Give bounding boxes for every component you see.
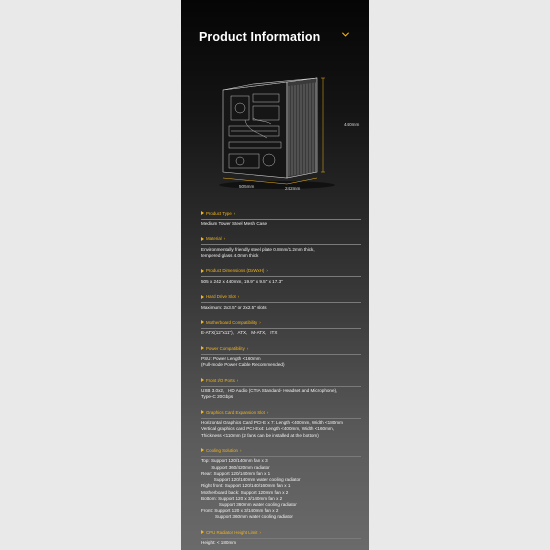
spec-item <box>201 344 363 369</box>
spec-value-line: Support 360mm water cooling radiator <box>201 514 293 520</box>
spec-value-line: tempered glass 4.0mm thick <box>201 253 259 259</box>
dimension-width: 505mm <box>239 184 255 189</box>
spec-value-line: Maximum: 2x3.5" or 2x2.5" slots <box>201 304 267 310</box>
triangle-marker-icon <box>201 448 204 452</box>
spec-item <box>201 318 363 336</box>
chevron-right-icon: › <box>259 529 261 535</box>
spec-item <box>201 528 363 546</box>
chevron-right-icon: › <box>237 294 240 300</box>
spec-value-line: Environmentally friendly steel plate 0.8mm/1.2mm thick, <box>201 246 315 252</box>
chevron-right-icon: › <box>236 377 239 383</box>
dimension-height: 440mm <box>344 122 360 127</box>
chevron-right-icon: › <box>259 319 261 325</box>
spec-value-line: E-ATX(12"x11"), ATX, M-ATX, ITX <box>201 330 278 336</box>
spec-item <box>201 293 363 311</box>
spec-value <box>201 458 363 520</box>
pc-case-image <box>217 60 360 195</box>
divider <box>201 244 361 245</box>
spec-value-line: Right front: Support 120/140/160mm fan x 1 <box>201 483 291 489</box>
triangle-marker-icon <box>201 410 204 414</box>
chevron-right-icon: › <box>246 345 249 351</box>
spec-header <box>201 408 363 416</box>
spec-value-line: PSU: Power Length <160mm <box>201 356 261 362</box>
spec-value <box>201 388 363 400</box>
spec-item <box>201 209 363 227</box>
triangle-marker-icon <box>201 211 204 215</box>
case-illustration <box>217 60 360 195</box>
spec-list <box>201 209 363 550</box>
spec-value-line: (Full-mode Power Cable Recommended) <box>201 362 285 368</box>
spec-value-line: 505 x 242 x 440mm, 19.9" x 9.5" x 17.3" <box>201 278 283 284</box>
spec-value-line: Vertical graphics card PCI-Ex4: Length <400mm, Width <160mm, <box>201 426 335 432</box>
spec-value-line: Top: Support 120/140mm fan x 3 <box>201 458 268 464</box>
spec-item <box>201 408 363 439</box>
spec-value <box>201 247 363 259</box>
spec-value-line: Motherboard back: Support 120mm fan x 2 <box>201 489 289 495</box>
spec-value-line: Type-C 20Gbps <box>201 394 234 400</box>
chevron-right-icon: › <box>233 210 236 216</box>
spec-item <box>201 446 363 520</box>
triangle-marker-icon <box>201 295 204 299</box>
divider <box>201 538 361 539</box>
divider <box>201 276 361 277</box>
spec-label: Hard Drive Slot <box>206 294 236 300</box>
spec-header <box>201 267 363 275</box>
spec-header <box>201 235 363 243</box>
divider <box>201 354 361 355</box>
spec-value <box>201 356 363 368</box>
spec-value <box>201 279 363 285</box>
dimension-depth: 242mm <box>285 186 301 191</box>
spec-value-line: Bottom: Support 120 x 3/140mm fan x 2 <box>201 495 283 501</box>
spec-value-line: USB 3.0x2, HD Audio (CTIA Standard- Headset and Microphone), <box>201 388 338 394</box>
chevron-right-icon: › <box>266 268 268 274</box>
divider <box>201 328 361 329</box>
divider <box>201 386 361 387</box>
spec-header <box>201 293 363 301</box>
triangle-marker-icon <box>201 346 204 350</box>
spec-value <box>201 330 363 336</box>
spec-header <box>201 209 363 217</box>
spec-item <box>201 376 363 401</box>
triangle-marker-icon <box>201 237 204 241</box>
spec-header <box>201 528 363 536</box>
spec-value-line: Horizontal Graphics Card PCI-E x 7: Length <400mm, Width <180mm <box>201 420 343 426</box>
spec-value-line: Medium Tower Steel Mesh Case <box>201 221 268 227</box>
divider <box>201 219 361 220</box>
spec-value-line: Support 360mm water cooling radiator <box>201 501 297 507</box>
page-title: Product Information <box>199 30 321 44</box>
spec-label: Motherboard Compatibility <box>206 319 258 325</box>
spec-header <box>201 344 363 352</box>
divider <box>201 302 361 303</box>
spec-header <box>201 376 363 384</box>
chevron-right-icon: › <box>266 409 269 415</box>
spec-label: CPU Radiator Height Limit <box>206 529 258 535</box>
spec-value-line: Height: < 180mm <box>201 540 237 546</box>
triangle-marker-icon <box>201 530 204 534</box>
divider <box>201 456 361 457</box>
chevron-down-icon[interactable] <box>341 30 350 39</box>
spec-label: Product Type <box>206 210 232 216</box>
spec-value-line: Front: Support 120 x 3/140mm fan x 2 <box>201 508 279 514</box>
product-info-panel <box>181 0 369 550</box>
spec-label: Material <box>206 236 222 242</box>
spec-header <box>201 318 363 326</box>
spec-label: Graphics Card Expansion Slot <box>206 409 265 415</box>
spec-value-line: Rear: Support 120/140mm fan x 1 <box>201 470 271 476</box>
spec-label: Front I/O Ports <box>206 377 235 383</box>
spec-value <box>201 540 363 546</box>
triangle-marker-icon <box>201 269 204 273</box>
spec-item <box>201 235 363 260</box>
chevron-right-icon: › <box>223 236 226 242</box>
spec-label: Power Compatibility <box>206 345 245 351</box>
spec-header <box>201 446 363 454</box>
chevron-right-icon: › <box>239 447 242 453</box>
divider <box>201 418 361 419</box>
triangle-marker-icon <box>201 320 204 324</box>
triangle-marker-icon <box>201 378 204 382</box>
spec-label: Product Dimensions (DxWxH) <box>206 268 265 274</box>
spec-label: Cooling Solution <box>206 447 238 453</box>
spec-item <box>201 267 363 285</box>
spec-value <box>201 420 363 439</box>
spec-value-line: Support 120/140mm water cooling radiator <box>201 477 301 483</box>
spec-value <box>201 305 363 311</box>
spec-value-line: Support 360/420mm radiator <box>201 464 270 470</box>
spec-value <box>201 221 363 227</box>
spec-value-line: Thickness <110mm (2 fans can be installed at the bottom) <box>201 432 319 438</box>
